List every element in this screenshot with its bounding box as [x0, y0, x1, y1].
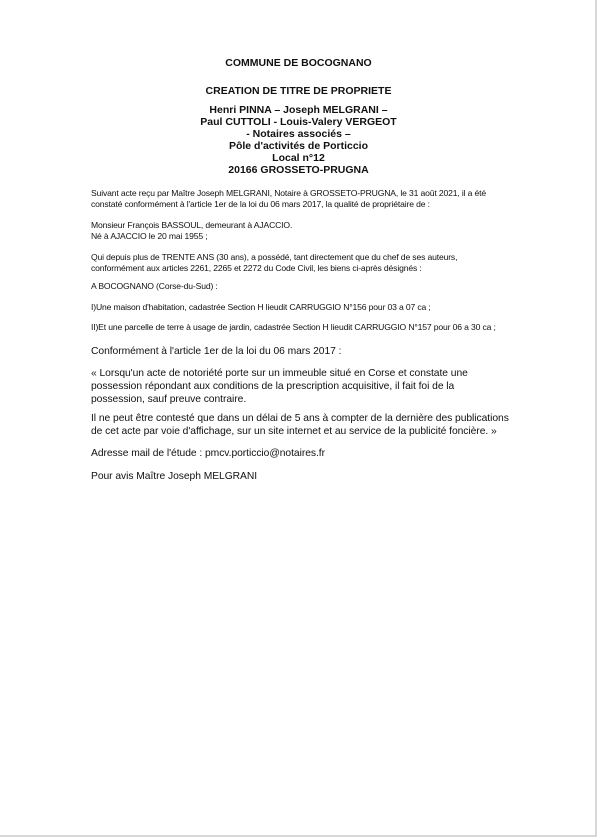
paragraph-line: de cet acte par voie d'affichage, sur un site internet et au service de la publicité foncière. » [91, 426, 497, 437]
property-item-2 [91, 322, 511, 333]
paragraph-line: constaté conformément à l'article 1er de la loi du 06 mars 2017, la qualité de propriétaire de : [91, 199, 430, 209]
paragraph-line: « Lorsqu'un acte de notoriété porte sur un immeuble situé en Corse et constate une [91, 368, 468, 379]
paragraph-line: I)Une maison d'habitation, cadastrée Section H lieudit CARRUGGIO N°156 pour 03 a 07 ca ; [91, 302, 431, 312]
paragraph-line: Pour avis Maître Joseph MELGRANI [91, 471, 258, 482]
email-address-line [91, 447, 521, 460]
quote-paragraph-1 [91, 367, 521, 406]
paragraph-line: Né à AJACCIO le 20 mai 1955 ; [91, 231, 208, 241]
paragraph-conformement [91, 345, 521, 358]
notaires-line: Henri PINNA – Joseph MELGRANI – [209, 104, 388, 116]
paragraph-possession [91, 252, 511, 274]
paragraph-line: possession répondant aux conditions de la prescription acquisitive, il fait foi de la [91, 381, 455, 392]
property-item-1 [91, 302, 511, 313]
paragraph-line: conformément aux articles 2261, 2265 et 2272 du Code Civil, les biens ci-après désignés : [91, 263, 422, 273]
paragraph-line: Il ne peut être contesté que dans un délai de 5 ans à compter de la dernière des publications [91, 413, 509, 424]
paragraph-line: II)Et une parcelle de terre à usage de jardin, cadastrée Section H lieudit CARRUGGIO N°157 pour 06 a 30 ca ; [91, 322, 496, 332]
paragraph-line: Monsieur François BASSOUL, demeurant à AJACCIO. [91, 220, 293, 230]
paragraph-location [91, 281, 511, 292]
paragraph-line: Conformément à l'article 1er de la loi du 06 mars 2017 : [91, 346, 342, 357]
notaires-line: Paul CUTTOLI - Louis-Valery VERGEOT [200, 116, 397, 128]
commune-title: COMMUNE DE BOCOGNANO [225, 57, 372, 69]
notaires-block [0, 104, 597, 176]
paragraph-line: Adresse mail de l'étude : pmcv.porticcio@notaires.fr [91, 448, 325, 459]
paragraph-line: Qui depuis plus de TRENTE ANS (30 ans), a possédé, tant directement que du chef de ses auteurs, [91, 252, 458, 262]
notaires-line: Pôle d'activités de Porticcio [228, 140, 369, 152]
paragraph-line: A BOCOGNANO (Corse-du-Sud) : [91, 281, 218, 291]
notaires-line: 20166 GROSSETO-PRUGNA [228, 164, 369, 176]
creation-title: CREATION DE TITRE DE PROPRIETE [205, 85, 392, 97]
paragraph-line: Suivant acte reçu par Maître Joseph MELGRANI, Notaire à GROSSETO-PRUGNA, le 31 août 2021, il a été [91, 188, 486, 198]
paragraph-suivant [91, 188, 511, 210]
paragraph-proprietaire [91, 220, 511, 242]
signature-line [91, 470, 521, 483]
quote-paragraph-2 [91, 412, 521, 438]
notaires-line: Local n°12 [272, 152, 325, 164]
paragraph-line: possession, sauf preuve contraire. [91, 394, 247, 405]
notaires-line: - Notaires associés – [246, 128, 351, 140]
